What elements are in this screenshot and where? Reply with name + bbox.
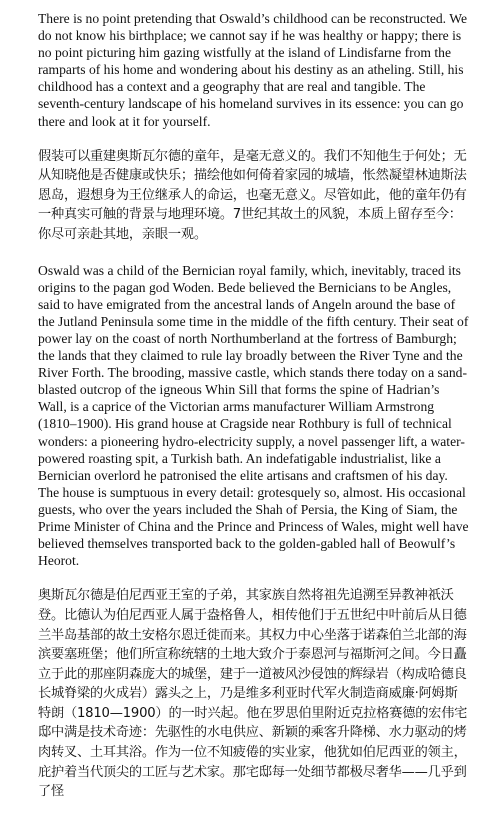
paragraph-en-1: There is no point pretending that Oswald’s childhood can be reconstructed. We do not know his birthplace; we cannot say if he was healthy or happy; there is no point picturing him gazing wistfully at the island of Lindisfarne from the ramparts of his home and wondering about his destiny as an atheling. Still, his childhood has a context and a geography that are real and tangible. The seventh-century landscape of his homeland survives in its essence: you can go there and look at it for yourself. <box>38 11 468 129</box>
document-page <box>38 10 470 819</box>
paragraph-en-2: Oswald was a child of the Bernician royal family, which, inevitably, traced its origins to the pagan god Woden. Bede believed the Bernicians to be Angles, said to have emigrated from the ancestral lands of Angeln around the base of the Jutland Peninsula some time in the middle of the fifth century. Their seat of power lay on the coast of north Northumberland at the fortress of Bamburgh; the lands that they claimed to rule lay broadly between the River Tyne and the River Forth. The brooding, massive castle, which stands there today on a sand-blasted outcrop of the igneous Whin Sill that forms the spine of Hadrian’s Wall, is a caprice of the Victorian arms manufacturer William Armstrong (1810–1900). His grand house at Cragside near Rothbury is full of technical wonders: a pioneering hydro-electricity supply, a novel passenger lift, a water-powered roasting spit, a Turkish bath. An indefatigable industrialist, like a Bernician overlord he patronised the elite artisans and craftsmen of his day. The house is sumptuous in every detail: grotesquely so, almost. His occasional guests, who over the years included the Shah of Persia, the King of Siam, the Prime Minister of China and the Prince and Princess of Wales, might well have believed themselves transported back to the golden-gabled hall of Beowulf’s Heorot. <box>38 262 469 569</box>
paragraph-zh-1: 假装可以重建奥斯瓦尔德的童年，是毫无意义的。我们不知他生于何处；无从知晓他是否健康或快乐；描绘他如何倚着家园的城墙，怅然凝望林迪斯法恩岛，遐想身为王位继承人的命运，也毫无意义。尽管如此，他的童年仍有一种真实可触的背景与地理环境。7世纪其故土的风貌，本质上留存至今：你尽可亲赴其地，亲眼一观。 <box>38 148 467 243</box>
paragraph-zh-2: 奥斯瓦尔德是伯尼西亚王室的子弟，其家族自然将祖先追溯至异教神祇沃登。比德认为伯尼西亚人属于盎格鲁人，相传他们于五世纪中叶前后从日德兰半岛基部的故土安格尔恩迁徙而来。其权力中心坐落于诺森伯兰北部的海滨要塞班堡；他们所宣称统辖的土地大致介于泰恩河与福斯河之间。今日矗立于此的那座阴森庞大的城堡，建于一道被风沙侵蚀的辉绿岩（构成哈德良长城脊梁的火成岩）露头之上，乃是维多利亚时代军火制造商威廉·阿姆斯特朗（1810—1900）的一时兴起。他在罗思伯里附近克拉格赛德的宏伟宅邸中满是技术奇迹：先驱性的水电供应、新颖的乘客升降梯、水力驱动的烤肉转叉、土耳其浴。作为一位不知疲倦的实业家，他犹如伯尼西亚的领主，庇护着当代顶尖的工匠与艺术家。那宅邸每一处细节都极尽奢华——几乎到了怪 <box>38 588 468 800</box>
